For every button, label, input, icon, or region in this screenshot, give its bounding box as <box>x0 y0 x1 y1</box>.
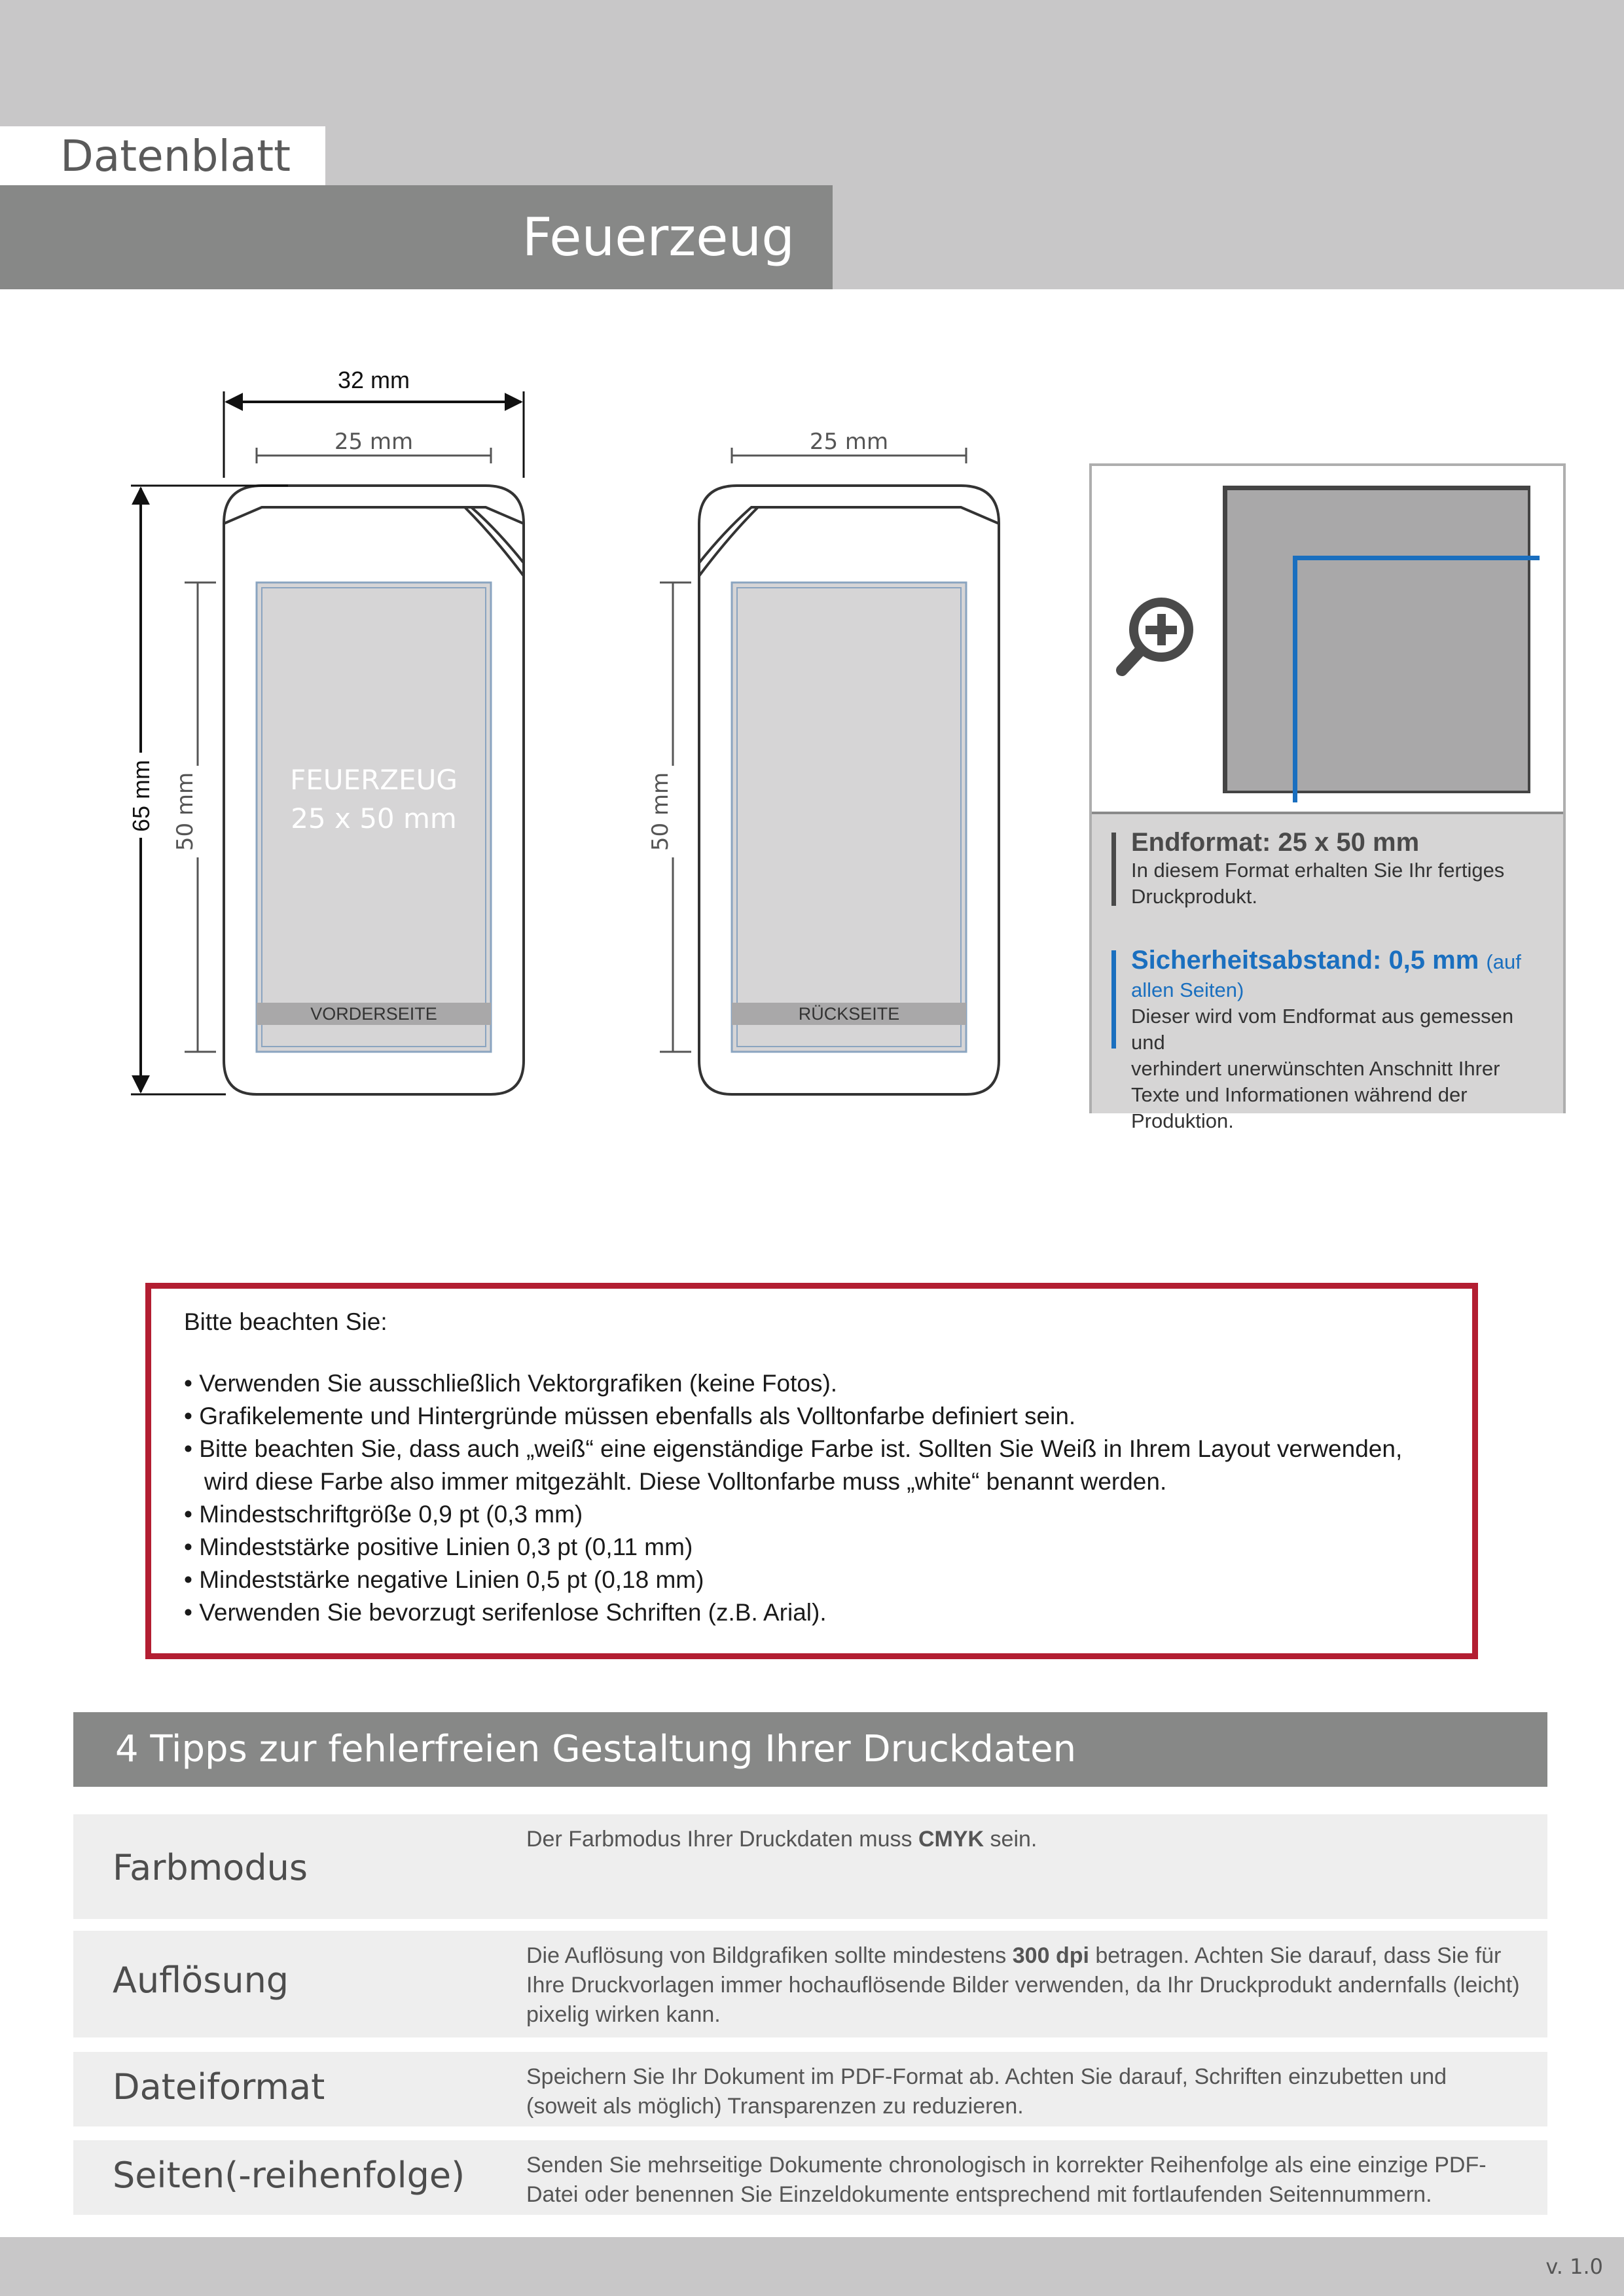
dim-back-inner-height: 50 mm <box>647 772 674 852</box>
tip-label: Farbmodus <box>113 1847 308 1888</box>
safety-text-2: verhindert unerwünschten Anschnitt Ihrer <box>1131 1057 1500 1080</box>
notice-title: Bitte beachten Sie: <box>184 1308 388 1335</box>
notice-box <box>145 1283 1478 1659</box>
tip-text: Der Farbmodus Ihrer Druckdaten muss CMYK sein. <box>526 1827 1038 1852</box>
safety-text-4: Produktion. <box>1131 1109 1234 1132</box>
tip-row-farbmodus <box>73 1814 1547 1919</box>
tips-title: 4 Tipps zur fehlerfreien Gestaltung Ihrer Druckdaten <box>115 1728 1077 1770</box>
notice-item: wird diese Farbe also immer mitgezählt. Diese Volltonfarbe muss „white“ benannt werden. <box>184 1468 1167 1495</box>
tips-header <box>73 1712 1547 1787</box>
notice-item: • Verwenden Sie bevorzugt serifenlose Schriften (z.B. Arial). <box>184 1599 827 1626</box>
product-name: FEUERZEUG <box>290 764 458 796</box>
dim-total-width: 32 mm <box>337 367 410 393</box>
notice-item: • Grafikelemente und Hintergründe müssen ebenfalls als Volltonfarbe definiert sein. <box>184 1403 1076 1429</box>
format-info-panel <box>1089 463 1566 1132</box>
safety-margin-line <box>1293 556 1540 802</box>
notice-item: • Mindeststärke positive Linien 0,3 pt (0,11 mm) <box>184 1534 693 1560</box>
product-title: Feuerzeug <box>522 207 795 268</box>
dim-front-inner-width: 25 mm <box>334 429 414 455</box>
back-label: RÜCKSEITE <box>798 1004 900 1024</box>
safety-note-2: allen Seiten) <box>1131 978 1244 1001</box>
safety-title: Sicherheitsabstand: 0,5 mm <box>1131 946 1479 975</box>
safety-text-1: Dieser wird vom Endformat aus gemessen und <box>1131 1005 1514 1054</box>
dim-back-inner-width: 25 mm <box>809 429 889 455</box>
notice-item: • Mindeststärke negative Linien 0,5 pt (0,18 mm) <box>184 1566 704 1593</box>
safety-text-3: Texte und Informationen während der <box>1131 1083 1468 1106</box>
tip-label: Seiten(-reihenfolge) <box>113 2155 465 2196</box>
notice-item: • Mindestschriftgröße 0,9 pt (0,3 mm) <box>184 1501 583 1528</box>
footer-band <box>0 2237 1624 2296</box>
doc-type-label: Datenblatt <box>60 131 291 181</box>
format-info-text <box>1092 812 1563 1132</box>
notice-item: • Bitte beachten Sie, dass auch „weiß“ eine eigenständige Farbe ist. Sollten Sie Weiß in Ihrem Layout verwenden, <box>184 1435 1403 1462</box>
notice-list <box>184 1367 1402 1629</box>
tip-label: Auflösung <box>113 1960 289 2001</box>
tip-text: Senden Sie mehrseitige Dokumente chronologisch in korrekter Reihenfolge als eine einzige PDF-Datei oder benennen Sie Einzeldokumente entsprechend mit fortlaufenden Seitennummern. <box>526 2153 1487 2207</box>
tip-text: Speichern Sie Ihr Dokument im PDF-Format ab. Achten Sie darauf, Schriften einzubetten und (soweit als möglich) Transparenzen zu reduzieren. <box>526 2064 1447 2119</box>
tip-row-dateiformat <box>73 2052 1547 2126</box>
endformat-text-2: Druckprodukt. <box>1131 885 1257 908</box>
safety-note-1: (auf <box>1486 950 1521 973</box>
product-title-bar <box>0 185 833 289</box>
endformat-text-1: In diesem Format erhalten Sie Ihr fertiges <box>1131 859 1505 882</box>
product-size: 25 x 50 mm <box>291 802 457 834</box>
dim-total-height: 65 mm <box>128 759 154 833</box>
tip-text: Die Auflösung von Bildgrafiken sollte mindestens 300 dpi betragen. Achten Sie darauf, dass Sie für Ihre Druckvorlagen immer hochauflösende Bilder verwenden, da Ihr Druckprodukt andernfalls (leicht) pixelig wirken kann. <box>526 1943 1520 2027</box>
tip-label: Dateiformat <box>113 2066 325 2108</box>
dim-front-inner-height: 50 mm <box>172 772 198 852</box>
front-label: VORDERSEITE <box>310 1004 437 1024</box>
back-print-area <box>732 583 966 1052</box>
endformat-title: Endformat: 25 x 50 mm <box>1131 828 1420 857</box>
zoom-in-icon <box>1115 597 1200 682</box>
tip-row-aufloesung <box>73 1931 1547 2037</box>
notice-item: • Verwenden Sie ausschließlich Vektorgrafiken (keine Fotos). <box>184 1370 838 1397</box>
version-label: v. 1.0 <box>1545 2254 1603 2279</box>
tip-row-seiten <box>73 2140 1547 2215</box>
format-zoom-preview <box>1223 486 1530 793</box>
